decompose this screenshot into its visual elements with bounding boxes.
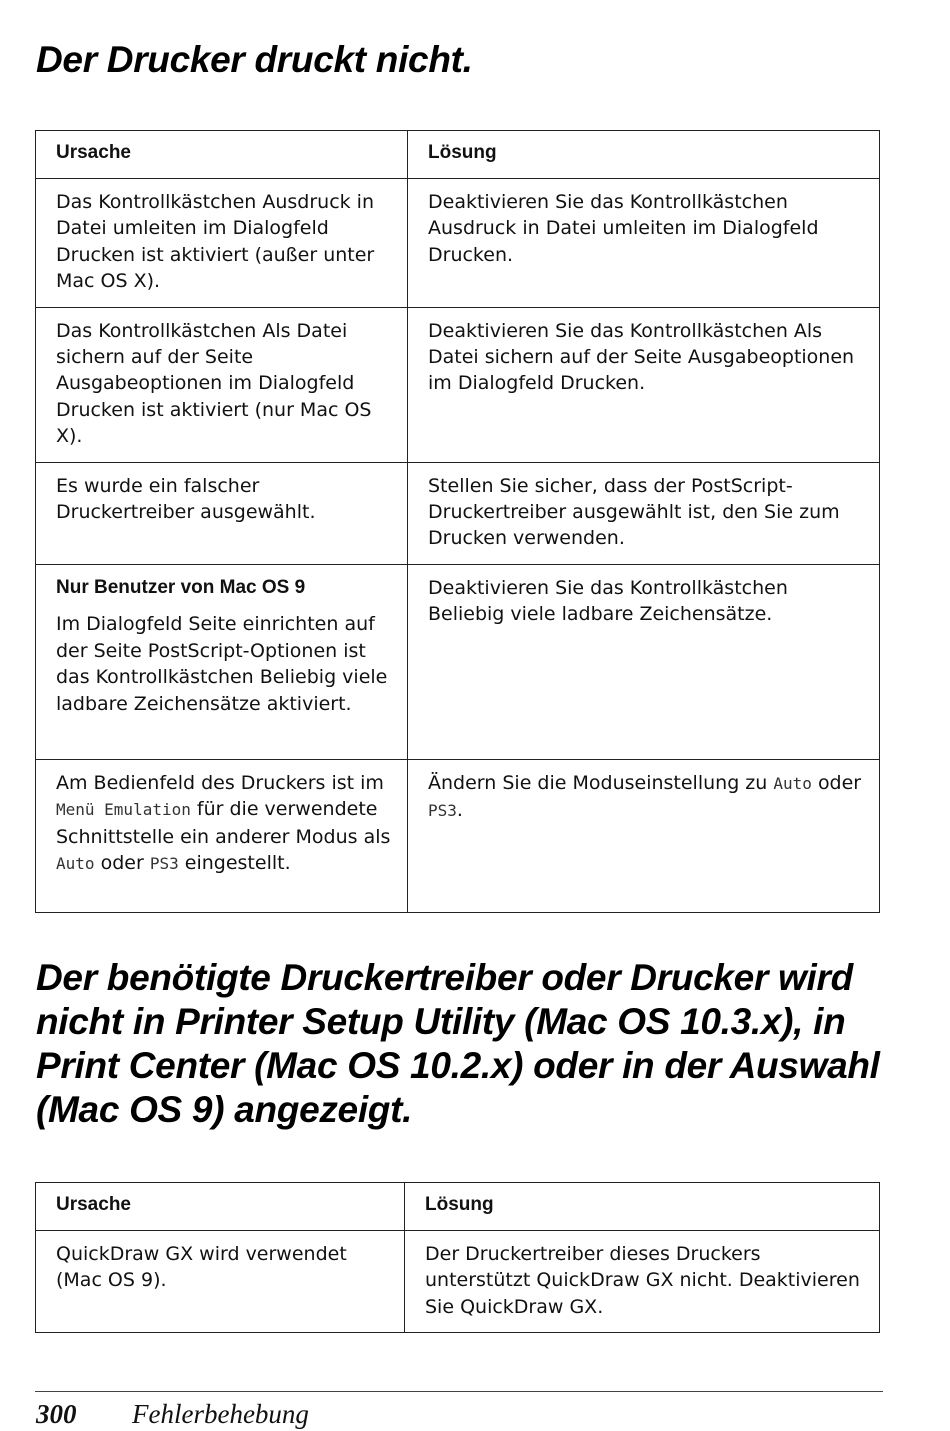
table-row bbox=[36, 307, 880, 462]
cause-cell: Es wurde ein falscher Druckertreiber ausgewählt. bbox=[36, 462, 408, 564]
solution-cell: Deaktivieren Sie das Kontrollkästchen Beliebig viele ladbare Zeichensätze. bbox=[408, 564, 880, 759]
column-header-cause: Ursache bbox=[36, 131, 408, 179]
cause-text: Im Dialogfeld Seite einrichten auf der Seite PostScript-Optionen ist das Kontrollkästchen Beliebig viele ladbare Zeichensätze aktiviert. bbox=[56, 613, 388, 715]
solution-cell: Der Druckertreiber dieses Druckers unterstützt QuickDraw GX nicht. Deaktivieren Sie QuickDraw GX. bbox=[405, 1231, 880, 1333]
cause-cell: QuickDraw GX wird verwendet (Mac OS 9). bbox=[36, 1231, 405, 1333]
code-auto: Auto bbox=[773, 773, 812, 793]
cause-subtitle: Nur Benutzer von Mac OS 9 bbox=[56, 576, 306, 598]
cause-cell: Das Kontrollkästchen Ausdruck in Datei umleiten im Dialogfeld Drucken ist aktiviert (außer unter Mac OS X). bbox=[36, 179, 408, 308]
code-menu-emulation: Menü Emulation bbox=[56, 800, 191, 820]
column-header-solution: Lösung bbox=[405, 1183, 880, 1231]
table-row bbox=[36, 564, 880, 759]
table-row bbox=[36, 1231, 880, 1333]
table-row bbox=[36, 462, 880, 564]
code-ps3: PS3 bbox=[428, 801, 457, 821]
code-auto: Auto bbox=[56, 854, 95, 874]
cause-text: eingestellt. bbox=[184, 852, 291, 875]
cause-text: Am Bedienfeld des Druckers ist im bbox=[56, 771, 384, 794]
solution-text: Ändern Sie die Moduseinstellung zu bbox=[428, 771, 768, 794]
solution-cell: Stellen Sie sicher, dass der PostScript-Druckertreiber ausgewählt ist, den Sie zum Drucken verwenden. bbox=[408, 462, 880, 564]
table-header-row bbox=[36, 131, 880, 179]
cause-cell bbox=[36, 564, 408, 759]
section-title-printer-not-printing: Der Drucker druckt nicht. bbox=[36, 39, 473, 80]
code-ps3: PS3 bbox=[149, 854, 179, 874]
cause-text: oder bbox=[100, 852, 144, 875]
footer-section-title: Fehlerbehebung bbox=[132, 1399, 309, 1429]
cause-text: für die verwendete Schnittstelle ein anderer Modus als bbox=[56, 798, 391, 848]
column-header-solution: Lösung bbox=[408, 131, 880, 179]
solution-cell: Deaktivieren Sie das Kontrollkästchen Als Datei sichern auf der Seite Ausgabeoptionen im Dialogfeld Drucken. bbox=[408, 307, 880, 462]
section-title-driver-not-shown: Der benötigte Druckertreiber oder Drucker wird nicht in Printer Setup Utility (Mac OS 10.3.x), in Print Center (Mac OS 10.2.x) oder in der Auswahl (Mac OS 9) angezeigt. bbox=[36, 957, 880, 1130]
troubleshooting-table-printing bbox=[35, 130, 880, 913]
solution-text: . bbox=[456, 799, 463, 822]
table-row bbox=[36, 759, 880, 912]
page-number: 300 bbox=[36, 1399, 77, 1429]
column-header-cause: Ursache bbox=[36, 1183, 405, 1231]
troubleshooting-table-driver bbox=[35, 1182, 880, 1333]
solution-cell bbox=[408, 759, 880, 912]
solution-cell: Deaktivieren Sie das Kontrollkästchen Ausdruck in Datei umleiten im Dialogfeld Drucken. bbox=[408, 179, 880, 308]
table-row bbox=[36, 179, 880, 308]
footer-divider bbox=[35, 1391, 883, 1392]
cause-cell: Das Kontrollkästchen Als Datei sichern auf der Seite Ausgabeoptionen im Dialogfeld Drucken ist aktiviert (nur Mac OS X). bbox=[36, 307, 408, 462]
cause-cell bbox=[36, 759, 408, 912]
table-header-row bbox=[36, 1183, 880, 1231]
solution-text: oder bbox=[817, 771, 862, 794]
